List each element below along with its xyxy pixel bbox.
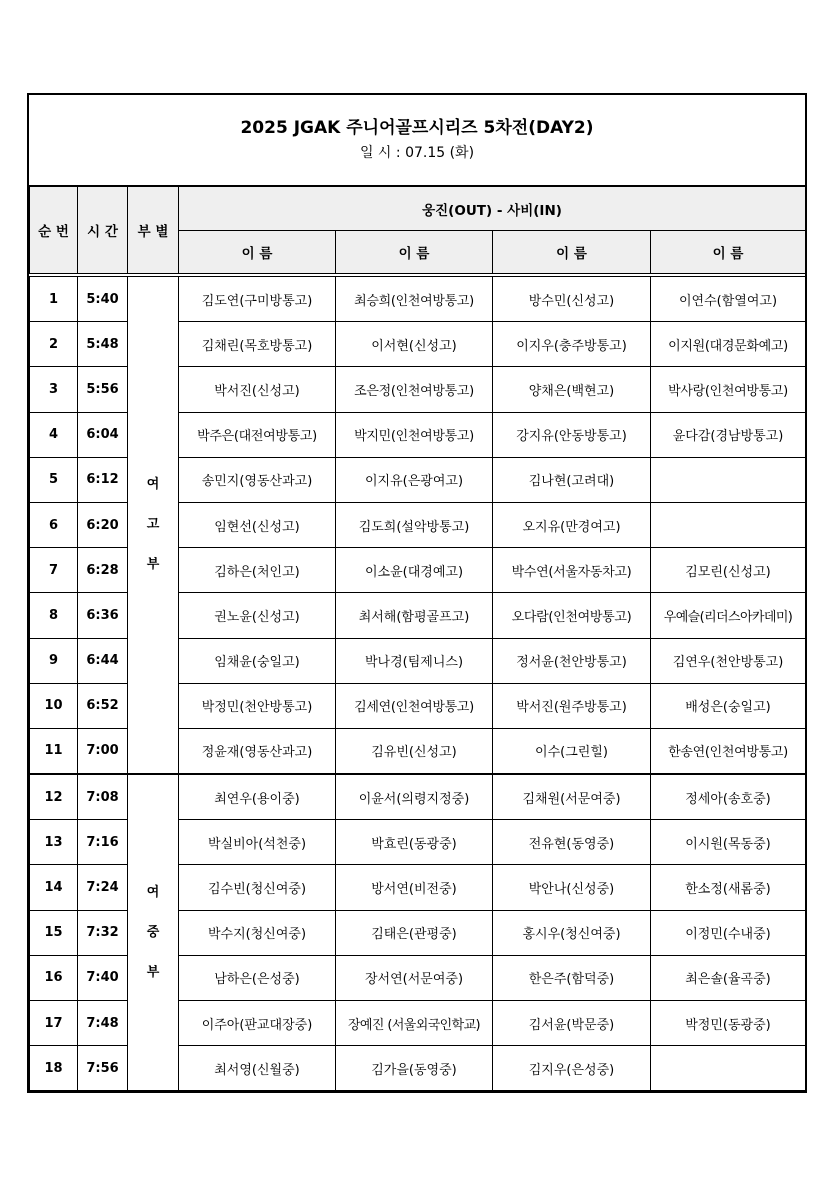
player-cell: 김도희(설악방통고)	[336, 502, 493, 547]
row-number: 6	[30, 502, 78, 547]
row-number: 16	[30, 955, 78, 1000]
row-number: 10	[30, 683, 78, 728]
table-row	[30, 277, 806, 322]
player-cell: 이서현(신성고)	[336, 322, 493, 367]
player-cell: 권노윤(신성고)	[179, 593, 336, 638]
player-cell: 이윤서(의령지정중)	[336, 774, 493, 820]
player-cell: 박서진(원주방통고)	[493, 683, 651, 728]
player-cell: 장서연(서문여중)	[336, 955, 493, 1000]
player-cell: 장예진 (서울외국인학교)	[336, 1001, 493, 1046]
header-name-3: 이 름	[493, 231, 651, 274]
table-body	[30, 277, 806, 1091]
header-name-1: 이 름	[179, 231, 336, 274]
player-cell: 박정민(천안방통고)	[179, 683, 336, 728]
player-cell: 한은주(함덕중)	[493, 955, 651, 1000]
player-cell: 배성은(숭일고)	[651, 683, 806, 728]
tee-time: 6:20	[78, 502, 128, 547]
player-cell: 김하은(처인고)	[179, 548, 336, 593]
player-cell: 김도연(구미방통고)	[179, 277, 336, 322]
group-label-char: 중	[146, 924, 160, 940]
player-cell: 김지우(은성중)	[493, 1046, 651, 1091]
player-cell: 이지유(은광여고)	[336, 457, 493, 502]
header-group: 부 별	[128, 187, 179, 274]
header-no: 순 번	[30, 187, 78, 274]
player-cell: 박나경(팀제니스)	[336, 638, 493, 683]
row-number: 8	[30, 593, 78, 638]
tee-time: 6:12	[78, 457, 128, 502]
tee-time: 6:04	[78, 412, 128, 457]
player-cell: 송민지(영동산과고)	[179, 457, 336, 502]
player-cell: 김수빈(청신여중)	[179, 865, 336, 910]
row-number: 2	[30, 322, 78, 367]
tee-time: 7:40	[78, 955, 128, 1000]
row-number: 17	[30, 1001, 78, 1046]
row-number: 5	[30, 457, 78, 502]
player-cell: 박수지(청신여중)	[179, 910, 336, 955]
player-cell: 김세연(인천여방통고)	[336, 683, 493, 728]
group-label-char: 여	[146, 477, 160, 493]
table-row	[30, 774, 806, 820]
row-number: 12	[30, 774, 78, 820]
player-cell: 이주아(판교대장중)	[179, 1001, 336, 1046]
tee-time: 6:28	[78, 548, 128, 593]
player-cell: 박안나(신성중)	[493, 865, 651, 910]
player-cell: 임현선(신성고)	[179, 502, 336, 547]
player-cell: 박효린(동광중)	[336, 820, 493, 865]
player-cell: 우예슬(리더스아카데미)	[651, 593, 806, 638]
player-cell: 김채원(서문여중)	[493, 774, 651, 820]
player-cell: 박서진(신성고)	[179, 367, 336, 412]
header-name-2: 이 름	[336, 231, 493, 274]
player-cell: 윤다감(경남방통고)	[651, 412, 806, 457]
group-label-char: 여	[146, 884, 160, 900]
group-label-char: 부	[146, 557, 160, 573]
player-cell: 방서연(비전중)	[336, 865, 493, 910]
row-number: 7	[30, 548, 78, 593]
tee-time: 7:24	[78, 865, 128, 910]
row-number: 18	[30, 1046, 78, 1091]
player-cell: 최서해(함평골프고)	[336, 593, 493, 638]
player-cell: 홍시우(청신여중)	[493, 910, 651, 955]
player-cell: 최은솔(율곡중)	[651, 955, 806, 1000]
player-cell: 박수연(서울자동차고)	[493, 548, 651, 593]
player-cell: 방수민(신성고)	[493, 277, 651, 322]
player-cell: 김채린(목호방통고)	[179, 322, 336, 367]
player-cell	[651, 457, 806, 502]
player-cell: 전유현(동영중)	[493, 820, 651, 865]
group-label	[128, 277, 179, 775]
player-cell: 강지유(안동방통고)	[493, 412, 651, 457]
player-cell: 정윤재(영동산과고)	[179, 728, 336, 774]
header-name-4: 이 름	[651, 231, 806, 274]
player-cell: 오지유(만경여고)	[493, 502, 651, 547]
tee-time: 5:48	[78, 322, 128, 367]
player-cell: 임채윤(숭일고)	[179, 638, 336, 683]
player-cell: 최서영(신월중)	[179, 1046, 336, 1091]
header-time: 시 간	[78, 187, 128, 274]
player-cell: 이지원(대경문화예고)	[651, 322, 806, 367]
player-cell: 한소정(새롬중)	[651, 865, 806, 910]
row-number: 9	[30, 638, 78, 683]
row-number: 11	[30, 728, 78, 774]
player-cell: 김연우(천안방통고)	[651, 638, 806, 683]
player-cell: 박실비아(석천중)	[179, 820, 336, 865]
tee-time: 7:16	[78, 820, 128, 865]
player-cell: 오다람(인천여방통고)	[493, 593, 651, 638]
player-cell	[651, 1046, 806, 1091]
player-cell: 김태은(관평중)	[336, 910, 493, 955]
player-cell: 이수(그린힐)	[493, 728, 651, 774]
tee-time: 5:56	[78, 367, 128, 412]
group-label-char: 고	[146, 517, 160, 533]
player-cell: 이정민(수내중)	[651, 910, 806, 955]
player-cell: 박정민(동광중)	[651, 1001, 806, 1046]
row-number: 15	[30, 910, 78, 955]
tee-time: 7:00	[78, 728, 128, 774]
header-course: 웅진(OUT) - 사비(IN)	[179, 187, 806, 231]
player-cell: 최연우(용이중)	[179, 774, 336, 820]
player-cell	[651, 502, 806, 547]
tee-time: 7:08	[78, 774, 128, 820]
player-cell: 조은정(인천여방통고)	[336, 367, 493, 412]
tee-time: 6:44	[78, 638, 128, 683]
player-cell: 양채은(백현고)	[493, 367, 651, 412]
player-cell: 이지우(충주방통고)	[493, 322, 651, 367]
player-cell: 김나현(고려대)	[493, 457, 651, 502]
page-title: 2025 JGAK 주니어골프시리즈 5차전(DAY2)	[240, 118, 594, 138]
player-cell: 김모린(신성고)	[651, 548, 806, 593]
player-cell: 김유빈(신성고)	[336, 728, 493, 774]
title-box	[29, 95, 805, 186]
player-cell: 박주은(대전여방통고)	[179, 412, 336, 457]
player-cell: 김서윤(박문중)	[493, 1001, 651, 1046]
group-label	[128, 774, 179, 1091]
player-cell: 이시원(목동중)	[651, 820, 806, 865]
row-number: 13	[30, 820, 78, 865]
row-number: 3	[30, 367, 78, 412]
tee-time: 6:36	[78, 593, 128, 638]
date-line: 일 시 : 07.15 (화)	[359, 145, 475, 161]
player-cell: 정서윤(천안방통고)	[493, 638, 651, 683]
player-cell: 이연수(함열여고)	[651, 277, 806, 322]
tee-time: 6:52	[78, 683, 128, 728]
tee-time: 7:56	[78, 1046, 128, 1091]
tee-time-table	[29, 186, 806, 1091]
player-cell: 남하은(은성중)	[179, 955, 336, 1000]
player-cell: 박지민(인천여방통고)	[336, 412, 493, 457]
tee-time: 5:40	[78, 277, 128, 322]
player-cell: 한송연(인천여방통고)	[651, 728, 806, 774]
player-cell: 최승희(인천여방통고)	[336, 277, 493, 322]
player-cell: 정세아(송호중)	[651, 774, 806, 820]
row-number: 4	[30, 412, 78, 457]
player-cell: 박사랑(인천여방통고)	[651, 367, 806, 412]
group-label-char: 부	[146, 964, 160, 980]
tee-time: 7:32	[78, 910, 128, 955]
player-cell: 이소윤(대경예고)	[336, 548, 493, 593]
tee-time-sheet	[27, 93, 807, 1093]
row-number: 14	[30, 865, 78, 910]
player-cell: 김가을(동영중)	[336, 1046, 493, 1091]
row-number: 1	[30, 277, 78, 322]
tee-time: 7:48	[78, 1001, 128, 1046]
